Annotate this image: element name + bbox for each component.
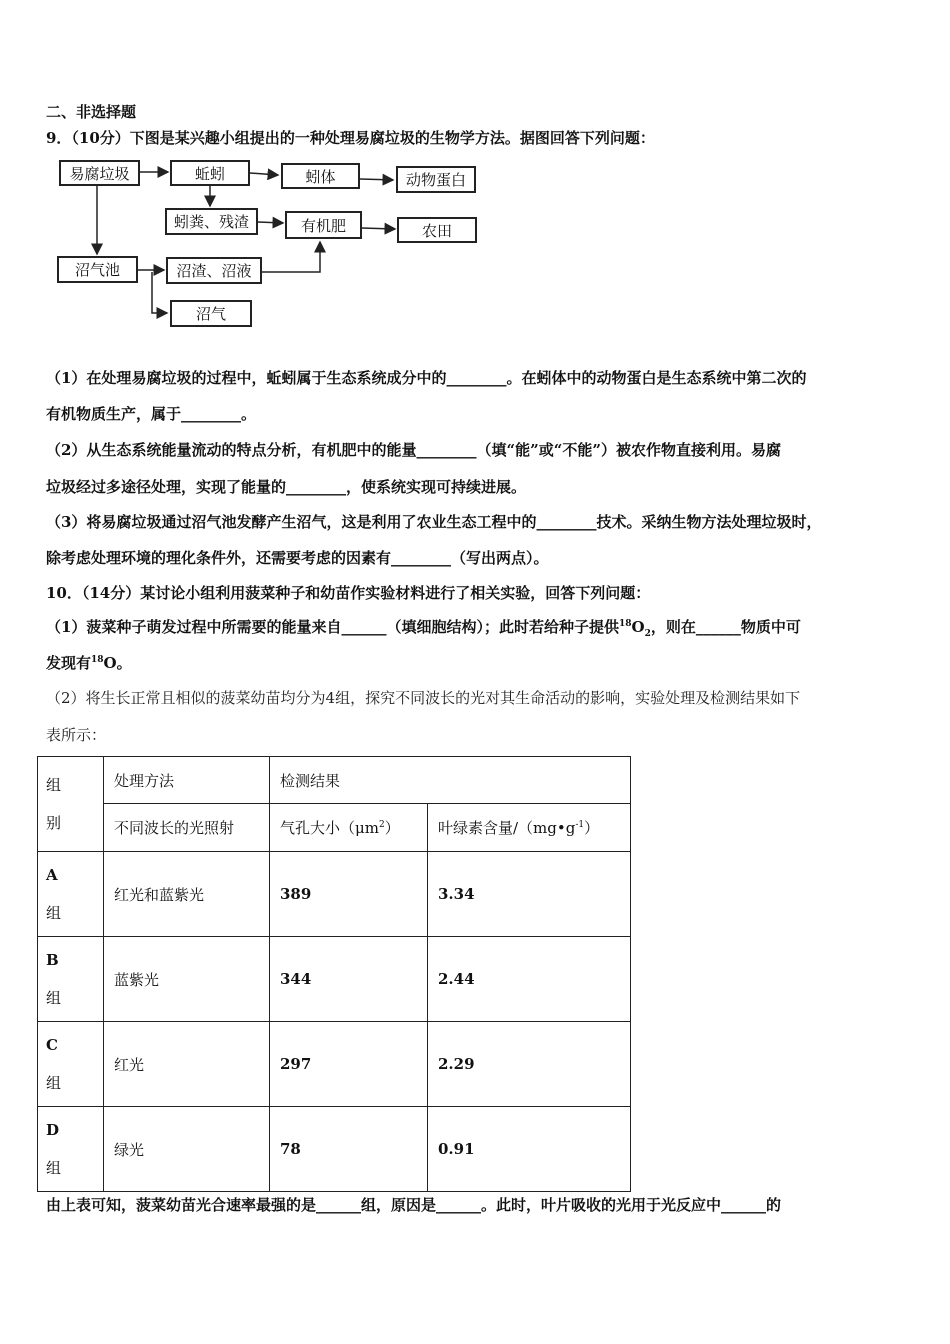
group-cell xyxy=(38,852,104,937)
q10-part1-line1 xyxy=(46,617,801,644)
light-cell: 红光 xyxy=(104,1022,270,1107)
q10-part1b-pre: 发现有 xyxy=(46,654,92,672)
q9-part2-line1: （2）从生态系统能量流动的特点分析，有机肥中的能量________（填“能”或“不能”）被农作物直接利用。易腐 xyxy=(46,441,781,459)
q10-part1b-post: O。 xyxy=(103,654,132,672)
box-farmland: 农田 xyxy=(397,217,477,243)
q9-part1-line1: （1）在处理易腐垃圾的过程中，蚯蚓属于生态系统成分中的________。在蚓体中的动物蛋白是生态系统中第二次的 xyxy=(46,369,807,387)
box-organic-fertilizer: 有机肥 xyxy=(285,211,362,239)
group-letter: C xyxy=(46,1036,58,1054)
col-group-char2: 别 xyxy=(46,814,62,832)
chl-cell: 0.91 xyxy=(428,1107,631,1192)
q10-part2-line1: （2）将生长正常且相似的菠菜幼苗均分为4组，探究不同波长的光对其生命活动的影响，实验处理及检测结果如下 xyxy=(46,689,801,707)
q9-part1-line2: 有机物质生产，属于________。 xyxy=(46,405,257,423)
stoma-cell: 344 xyxy=(270,937,428,1022)
col-stoma-post: ） xyxy=(384,819,400,837)
col-result-header: 检测结果 xyxy=(270,757,631,804)
col-chl-post: ） xyxy=(584,819,600,837)
group-cell xyxy=(38,1107,104,1192)
q9-part3-line2: 除考虑处理环境的理化条件外，还需要考虑的因素有________（写出两点）。 xyxy=(46,549,549,567)
light-cell: 绿光 xyxy=(104,1107,270,1192)
group-cell xyxy=(38,937,104,1022)
col-group-header xyxy=(38,757,104,852)
stoma-cell: 297 xyxy=(270,1022,428,1107)
box-perishable-waste: 易腐垃圾 xyxy=(59,160,140,186)
q9-part3-line1: （3）将易腐垃圾通过沼气池发酵产生沼气，这是利用了农业生态工程中的________技术。采纳生物方法处理垃圾时， xyxy=(46,513,822,531)
box-biogas: 沼气 xyxy=(170,300,252,327)
q10-part1-text-post: ，则在______物质中可 xyxy=(650,618,801,636)
group-suffix: 组 xyxy=(46,1074,62,1092)
q10-part1b-sup: 18 xyxy=(91,655,104,665)
group-letter: D xyxy=(46,1121,60,1139)
group-suffix: 组 xyxy=(46,989,62,1007)
q10-part1-sub: 2 xyxy=(644,629,651,639)
chl-cell: 3.34 xyxy=(428,852,631,937)
chl-cell: 2.44 xyxy=(428,937,631,1022)
col-group-char1: 组 xyxy=(46,776,62,794)
group-cell xyxy=(38,1022,104,1107)
col-stoma-sup: 2 xyxy=(378,820,385,830)
stoma-cell: 78 xyxy=(270,1107,428,1192)
box-biogas-digester: 沼气池 xyxy=(57,256,138,283)
light-cell: 蓝紫光 xyxy=(104,937,270,1022)
col-stoma-pre: 气孔大小（μm xyxy=(280,819,379,837)
table-row xyxy=(38,937,631,1022)
col-method-sub-header: 不同波长的光照射 xyxy=(104,804,270,852)
group-letter: B xyxy=(46,951,59,969)
q10-header: 10．（14分）某讨论小组利用菠菜种子和幼苗作实验材料进行了相关实验，回答下列问题： xyxy=(46,584,651,602)
group-letter: A xyxy=(46,866,58,884)
q10-part1-sup: 18 xyxy=(618,619,632,629)
section-title: 二、非选择题 xyxy=(46,103,137,121)
box-earthworm: 蚯蚓 xyxy=(170,160,250,186)
table-row xyxy=(38,852,631,937)
q10-part1-text-pre: （1）菠菜种子萌发过程中所需要的能量来自______（填细胞结构）；此时若给种子提供 xyxy=(46,618,619,636)
q9-part2-line2: 垃圾经过多途径处理，实现了能量的________，使系统实现可持续进展。 xyxy=(46,478,527,496)
table-row xyxy=(38,1107,631,1192)
q10-part1-o: O xyxy=(631,618,645,636)
col-chl-header xyxy=(428,804,631,852)
box-worm-cast-residue: 蚓粪、残渣 xyxy=(165,208,258,235)
group-suffix: 组 xyxy=(46,1159,62,1177)
col-chl-sup: -1 xyxy=(575,820,585,830)
box-biogas-residue-slurry: 沼渣、沼液 xyxy=(166,257,262,284)
light-cell: 红光和蓝紫光 xyxy=(104,852,270,937)
chl-cell: 2.29 xyxy=(428,1022,631,1107)
group-suffix: 组 xyxy=(46,904,62,922)
q10-part2-line2: 表所示： xyxy=(46,726,107,744)
box-animal-protein: 动物蛋白 xyxy=(396,166,476,193)
col-method-header: 处理方法 xyxy=(104,757,270,804)
table-row xyxy=(38,1022,631,1107)
q9-header: 9．（10分）下图是某兴趣小组提出的一种处理易腐垃圾的生物学方法。据图回答下列问题： xyxy=(46,129,655,147)
col-chl-pre: 叶绿素含量/（mg•g xyxy=(438,819,576,837)
q10-part3-line1: 由上表可知，菠菜幼苗光合速率最强的是______组，原因是______。此时，叶片吸收的光用于光反应中______的 xyxy=(46,1196,782,1214)
stoma-cell: 389 xyxy=(270,852,428,937)
q10-part1-line2 xyxy=(46,653,132,673)
box-worm-body: 蚓体 xyxy=(281,163,360,189)
col-stoma-header xyxy=(270,804,428,852)
experiment-results-table xyxy=(37,756,631,1192)
